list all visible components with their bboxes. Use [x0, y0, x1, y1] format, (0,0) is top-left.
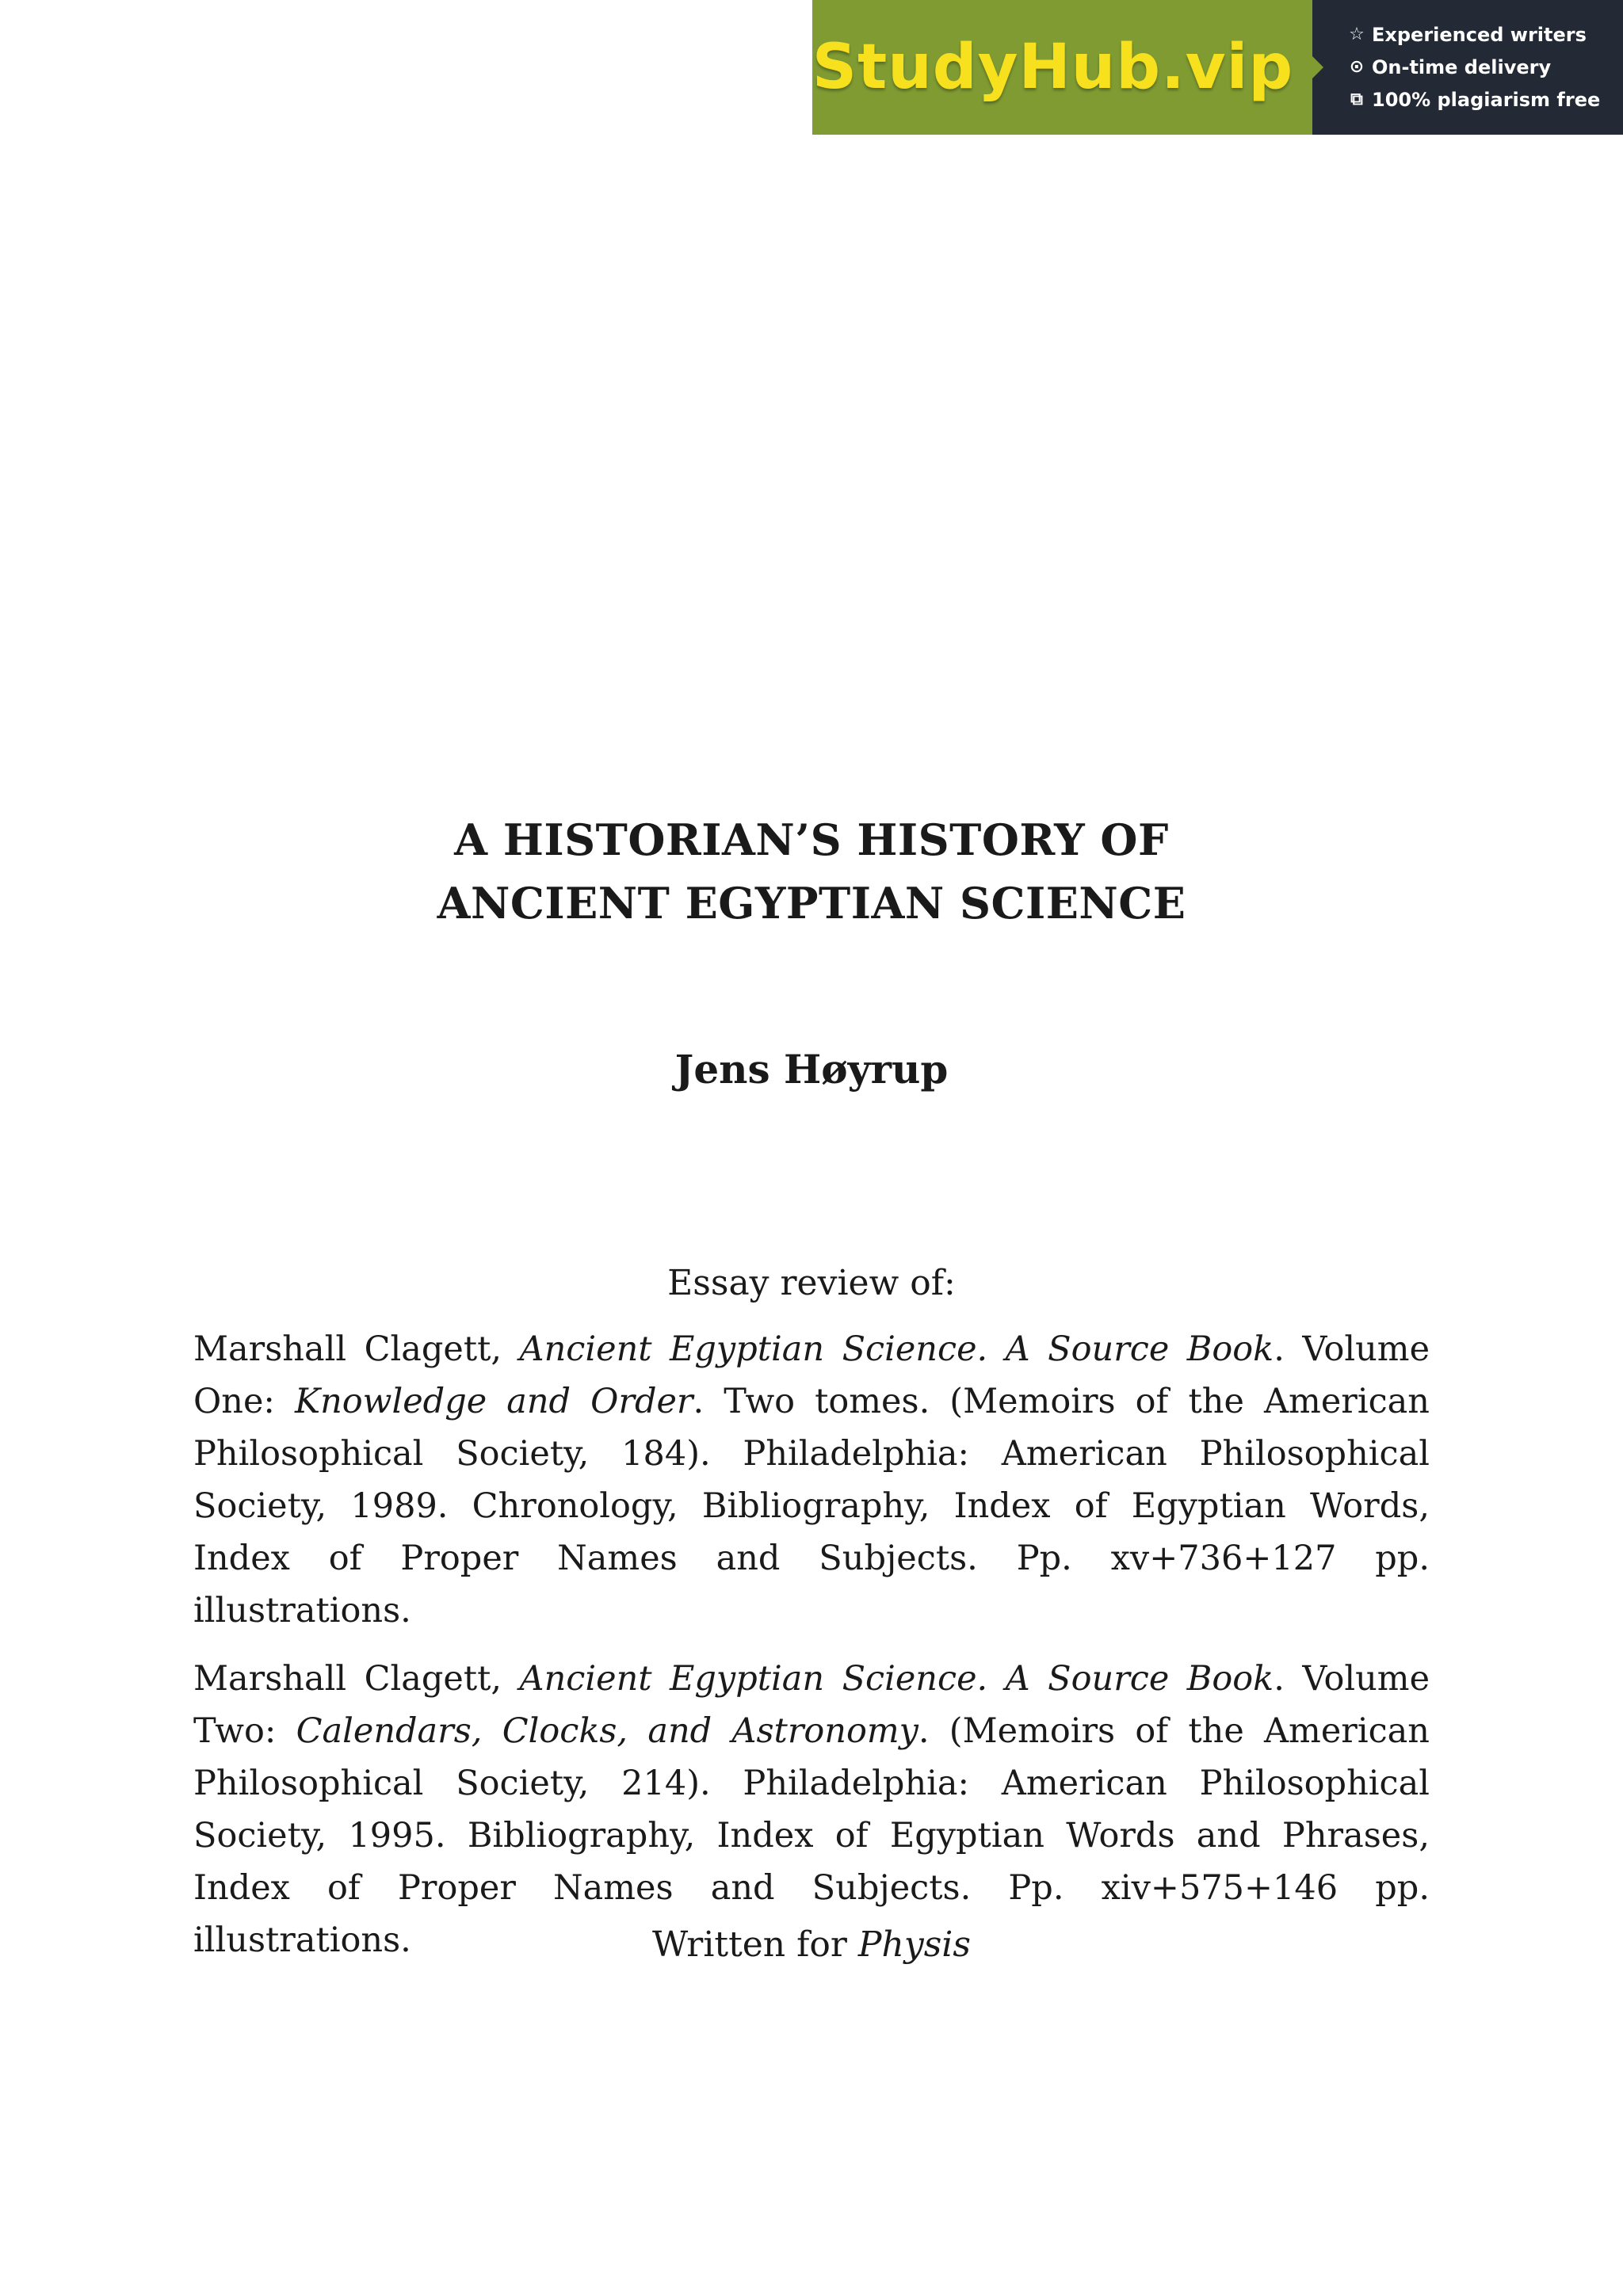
reference-details: . Two tomes. (Memoirs of the American Philosophical Society, 184). Philadelphia: American Philosophical Society, 1989. Chronology, Bibliography, Index of Egyptian Words, Index of Proper Names and Subjects. Pp. xv+736+127 pp. illustrations. [193, 1382, 1430, 1630]
feature-on-time-delivery [1346, 55, 1623, 80]
feature-experienced-writers [1346, 22, 1623, 48]
reference-subtitle: Knowledge and Order [294, 1382, 693, 1421]
banner-features [1312, 0, 1623, 135]
review-label: Essay review of: [667, 1263, 956, 1303]
title-line-1: A HISTORIAN’S HISTORY OF [454, 814, 1169, 865]
reference-volume: . Volume Two: [193, 1659, 1430, 1751]
journal-name: Physis [857, 1924, 971, 1965]
logo-text: StudyHub.vip [812, 32, 1294, 103]
star-icon: ☆ [1349, 25, 1365, 44]
copy-icon: ⧉ [1350, 90, 1363, 109]
feature-plagiarism-free [1346, 87, 1623, 113]
reference-volume: . Volume One: [193, 1329, 1430, 1421]
feature-label: On-time delivery [1372, 56, 1552, 78]
clock-icon: ⊙ [1349, 57, 1365, 77]
studyhub-logo[interactable] [812, 0, 1312, 135]
reference-author: Marshall Clagett, [193, 1329, 502, 1369]
written-for-prefix: Written for [652, 1924, 858, 1965]
author-name: Jens Høyrup [674, 1046, 949, 1093]
reference-list [193, 1323, 1430, 1982]
reference-volume-one [193, 1323, 1430, 1637]
reference-author: Marshall Clagett, [193, 1659, 502, 1699]
ad-banner[interactable] [812, 0, 1623, 135]
reference-subtitle: Calendars, Clocks, and Astronomy [296, 1711, 918, 1751]
feature-label: Experienced writers [1372, 24, 1587, 46]
reference-title: Ancient Egyptian Science. A Source Book [519, 1659, 1274, 1699]
written-for [0, 1913, 1623, 1977]
feature-label: 100% plagiarism free [1372, 89, 1601, 111]
document-title [0, 808, 1623, 935]
reference-title: Ancient Egyptian Science. A Source Book [519, 1329, 1274, 1369]
reference-details: . (Memoirs of the American Philosophical Society, 214). Philadelphia: American Philosophical Society, 1995. Bibliography, Index of Egyptian Words and Phrases, Index of Proper Names and Subjects. Pp. xiv+575+146 pp. illustrations. [193, 1711, 1430, 1960]
title-line-2: ANCIENT EGYPTIAN SCIENCE [437, 878, 1186, 929]
